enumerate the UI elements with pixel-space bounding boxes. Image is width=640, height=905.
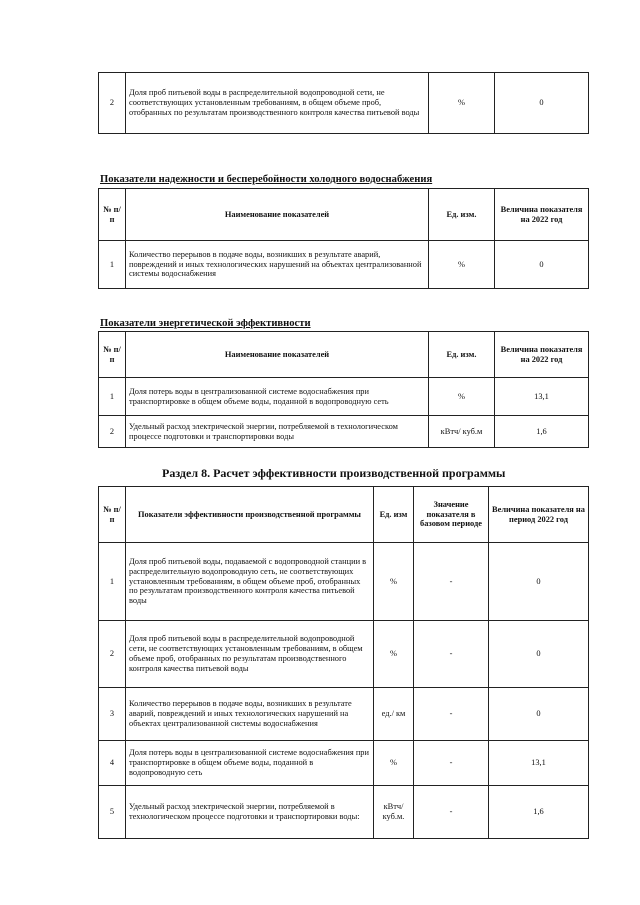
value-cell: 0	[489, 543, 589, 621]
value-cell: 0	[495, 241, 589, 289]
value-cell: 1,6	[489, 786, 589, 839]
indicator-name: Удельный расход электрической энергии, потребляемой в технологическом процессе подготовки и транспортировки воды:	[126, 786, 374, 839]
table-header-row	[99, 332, 589, 378]
header-value: Величина показателя на период 2022 год	[489, 487, 589, 543]
row-number: 2	[99, 416, 126, 448]
unit-cell: %	[429, 241, 495, 289]
unit-cell: %	[374, 741, 414, 786]
header-unit: Ед. изм	[374, 487, 414, 543]
base-cell: -	[414, 741, 489, 786]
table-row	[99, 688, 589, 741]
indicator-name: Доля проб питьевой воды в распределительной водопроводной сети, не соответствующих установленным требованиям, в общем объеме проб, отобранных по результатам производственного контроля качества питьевой воды	[126, 621, 374, 688]
value-cell: 0	[489, 621, 589, 688]
row-number: 3	[99, 688, 126, 741]
base-cell: -	[414, 543, 489, 621]
row-number: 2	[99, 73, 126, 134]
table-row	[99, 621, 589, 688]
header-name: Наименование показателей	[126, 189, 429, 241]
value-cell: 0	[495, 73, 589, 134]
table-row	[99, 741, 589, 786]
table-row	[99, 543, 589, 621]
header-unit: Ед. изм.	[429, 332, 495, 378]
header-value: Величина показателя на 2022 год	[495, 189, 589, 241]
row-number: 1	[99, 543, 126, 621]
unit-cell: %	[374, 543, 414, 621]
table-header-row	[99, 487, 589, 543]
unit-cell: %	[374, 621, 414, 688]
indicator-name: Количество перерывов в подаче воды, возникших в результате аварий, повреждений и иных технологических нарушений на объектах централизованной системы водоснабжения	[126, 688, 374, 741]
continuation-table	[98, 72, 589, 134]
unit-cell: кВтч/ куб.м	[429, 416, 495, 448]
value-cell: 13,1	[495, 378, 589, 416]
header-num: № п/п	[99, 487, 126, 543]
header-num: № п/п	[99, 332, 126, 378]
row-number: 1	[99, 378, 126, 416]
table-row	[99, 241, 589, 289]
base-cell: -	[414, 621, 489, 688]
row-number: 2	[99, 621, 126, 688]
indicator-name: Доля потерь воды в централизованной системе водоснабжения при транспортировке в общем объеме воды, поданной в водопроводную сеть	[126, 741, 374, 786]
section8-title: Раздел 8. Расчет эффективности производственной программы	[162, 466, 506, 480]
value-cell: 1,6	[495, 416, 589, 448]
indicator-name: Удельный расход электрической энергии, потребляемой в технологическом процессе подготовки и транспортировки воды	[126, 416, 429, 448]
indicator-name: Доля потерь воды в централизованной системе водоснабжения при транспортировке в общем объеме воды, поданной в водопроводную сеть	[126, 378, 429, 416]
indicator-name: Количество перерывов в подаче воды, возникших в результате аварий, повреждений и иных технологических нарушений на объектах централизованной системы водоснабжения	[126, 241, 429, 289]
header-num: № п/п	[99, 189, 126, 241]
energy-title: Показатели энергетической эффективности	[100, 318, 311, 329]
row-number: 5	[99, 786, 126, 839]
unit-cell: ед./ км	[374, 688, 414, 741]
value-cell: 13,1	[489, 741, 589, 786]
header-unit: Ед. изм.	[429, 189, 495, 241]
energy-table	[98, 331, 589, 448]
header-name: Показатели эффективности производственной программы	[126, 487, 374, 543]
table-row	[99, 73, 589, 134]
header-value: Величина показателя на 2022 год	[495, 332, 589, 378]
table-row	[99, 786, 589, 839]
indicator-name: Доля проб питьевой воды, подаваемой с водопроводной станции в распределительную водопроводную сеть, не соответствующих установленным требованиям, в общем объеме проб, отобранных по результатам производственного контроля качества питьевой воды	[126, 543, 374, 621]
indicator-name: Доля проб питьевой воды в распределительной водопроводной сети, не соответствующих установленным требованиям, в общем объеме проб, отобранных по результатам производственного контроля качества питьевой воды	[126, 73, 429, 134]
value-cell: 0	[489, 688, 589, 741]
table-row	[99, 416, 589, 448]
table-row	[99, 378, 589, 416]
base-cell: -	[414, 688, 489, 741]
table-header-row	[99, 189, 589, 241]
reliability-title: Показатели надежности и бесперебойности холодного водоснабжения	[100, 174, 433, 185]
header-name: Наименование показателей	[126, 332, 429, 378]
section8-table	[98, 486, 589, 839]
header-base: Значение показателя в базовом периоде	[414, 487, 489, 543]
reliability-table	[98, 188, 589, 289]
unit-cell: %	[429, 378, 495, 416]
row-number: 4	[99, 741, 126, 786]
row-number: 1	[99, 241, 126, 289]
base-cell: -	[414, 786, 489, 839]
unit-cell: кВтч/ куб.м.	[374, 786, 414, 839]
unit-cell: %	[429, 73, 495, 134]
